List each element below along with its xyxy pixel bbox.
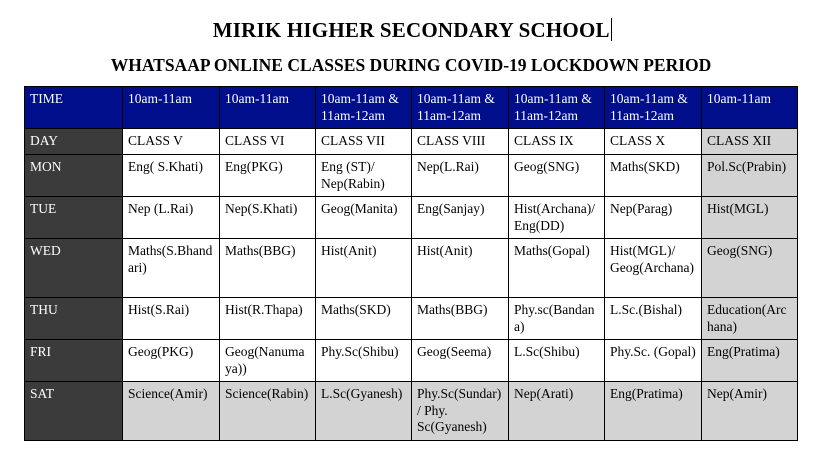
table-row — [25, 382, 798, 441]
time-cell: 10am-11am & 11am-12am — [412, 87, 509, 129]
timetable — [24, 86, 798, 441]
subject-cell: Nep(L.Rai) — [412, 155, 509, 197]
school-title-text: MIRIK HIGHER SECONDARY SCHOOL — [212, 18, 610, 42]
subject-cell: Eng( S.Khati) — [123, 155, 220, 197]
subject-cell: Hist(R.Thapa) — [220, 298, 316, 340]
subject-cell: Maths(BBG) — [220, 239, 316, 298]
subject-cell: Hist(Anit) — [316, 239, 412, 298]
subject-cell: Phy.Sc. (Gopal) — [605, 340, 702, 382]
subject-cell: Science(Amir) — [123, 382, 220, 441]
class-cell: CLASS VI — [220, 129, 316, 155]
day-cell: FRI — [25, 340, 123, 382]
time-cell: 10am-11am — [702, 87, 798, 129]
subject-cell: Maths(SKD) — [316, 298, 412, 340]
class-cell: CLASS XII — [702, 129, 798, 155]
table-row — [25, 155, 798, 197]
subject-cell: Phy.sc(Bandana) — [509, 298, 605, 340]
subject-cell: Geog(Nanumaya)) — [220, 340, 316, 382]
subject-cell: Phy.Sc(Shibu) — [316, 340, 412, 382]
table-row — [25, 197, 798, 239]
subject-cell: Phy.Sc(Sundar)/ Phy. Sc(Gyanesh) — [412, 382, 509, 441]
subject-cell: Geog(SNG) — [509, 155, 605, 197]
subject-cell: Maths(BBG) — [412, 298, 509, 340]
table-row — [25, 239, 798, 298]
subject-cell: Nep (L.Rai) — [123, 197, 220, 239]
subject-cell: Hist(Archana)/ Eng(DD) — [509, 197, 605, 239]
subject-cell: Science(Rabin) — [220, 382, 316, 441]
subject-cell: L.Sc(Gyanesh) — [316, 382, 412, 441]
subject-cell: Nep(Parag) — [605, 197, 702, 239]
subject-cell: Maths(SKD) — [605, 155, 702, 197]
time-cell: 10am-11am — [123, 87, 220, 129]
subject-cell: Hist(S.Rai) — [123, 298, 220, 340]
subject-cell: Education(Archana) — [702, 298, 798, 340]
subject-cell: Eng(Pratima) — [702, 340, 798, 382]
class-cell: CLASS VII — [316, 129, 412, 155]
class-cell: CLASS X — [605, 129, 702, 155]
subject-cell: Nep(Arati) — [509, 382, 605, 441]
page-subtitle: WHATSAAP ONLINE CLASSES DURING COVID-19 LOCKDOWN PERIOD — [110, 55, 712, 75]
subject-cell: Eng(Pratima) — [605, 382, 702, 441]
subject-cell: Geog(Seema) — [412, 340, 509, 382]
subject-cell: Eng(PKG) — [220, 155, 316, 197]
subject-cell: Hist(Anit) — [412, 239, 509, 298]
time-label-cell: TIME — [25, 87, 123, 129]
table-row — [25, 340, 798, 382]
subject-cell: Maths(Gopal) — [509, 239, 605, 298]
day-cell: WED — [25, 239, 123, 298]
class-header-row — [25, 129, 798, 155]
day-cell: THU — [25, 298, 123, 340]
school-title — [0, 18, 825, 43]
subject-cell: Maths(S.Bhandari) — [123, 239, 220, 298]
subject-cell: Geog(SNG) — [702, 239, 798, 298]
time-header-row — [25, 87, 798, 129]
subject-cell: Hist(MGL)/ Geog(Archana) — [605, 239, 702, 298]
text-cursor — [611, 18, 613, 41]
subject-cell: Eng(Sanjay) — [412, 197, 509, 239]
subject-cell: Hist(MGL) — [702, 197, 798, 239]
subject-cell: Geog(PKG) — [123, 340, 220, 382]
table-row — [25, 298, 798, 340]
subject-cell: Eng (ST)/ Nep(Rabin) — [316, 155, 412, 197]
subject-cell: L.Sc(Shibu) — [509, 340, 605, 382]
day-cell: TUE — [25, 197, 123, 239]
class-cell: CLASS V — [123, 129, 220, 155]
time-cell: 10am-11am & 11am-12am — [605, 87, 702, 129]
subject-cell: Pol.Sc(Prabin) — [702, 155, 798, 197]
time-cell: 10am-11am & 11am-12am — [509, 87, 605, 129]
day-cell: SAT — [25, 382, 123, 441]
class-cell: CLASS IX — [509, 129, 605, 155]
day-cell: MON — [25, 155, 123, 197]
subject-cell: Geog(Manita) — [316, 197, 412, 239]
subject-cell: L.Sc.(Bishal) — [605, 298, 702, 340]
class-cell: CLASS VIII — [412, 129, 509, 155]
time-cell: 10am-11am & 11am-12am — [316, 87, 412, 129]
time-cell: 10am-11am — [220, 87, 316, 129]
subject-cell: Nep(S.Khati) — [220, 197, 316, 239]
day-label-cell: DAY — [25, 129, 123, 155]
subject-cell: Nep(Amir) — [702, 382, 798, 441]
